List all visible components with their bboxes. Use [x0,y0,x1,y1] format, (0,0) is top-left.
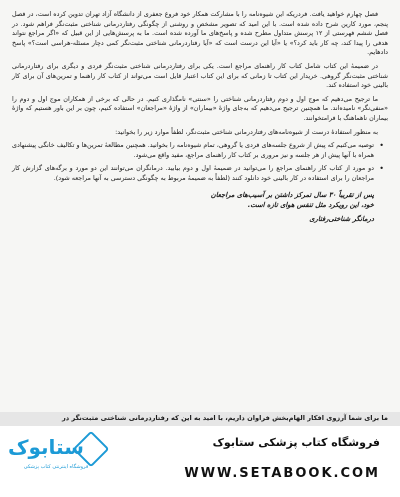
watermark-footer [0,426,400,497]
cut-off-text-line: ما برای شما آرزوی افکار الهام‌بخش فراوان داریم، با امید به این که رفتاردرمانی شناختی مثبت‌نگر در [0,412,400,426]
logo-tagline: فروشگاه اینترنتی کتاب پزشکی [23,464,89,470]
quote-signature: درمانگر شناختی‌رفتاری [309,214,374,223]
paragraph-3: ما ترجیح می‌دهیم که موج اول و دوم رفتاردرمانی شناختی را «سنتی» نامگذاری کنیم. در حالی که برخی از همکاران موج اول و دوم را «منفی‌نگر» نامیده‌اند. ما همچنین ترجیح می‌دهیم که به‌جای واژۀ «بیماران» از واژۀ «مراجعان» استفاده کنیم، چون بر این باور هستیم که واژۀ بیماران ناهماهنگ با فرامتخوانند. [12,94,388,122]
quote-line-1: پس از تقریباً ۳۰ سال تمرکز داشتن بر آسیب‌های مراجعان [210,190,374,199]
page-body [12,10,388,224]
setabook-logo [8,432,104,478]
list-item: • توصیه می‌کنیم که پیش از شروع جلسه‌های فردی یا گروهی، تمام شیوه‌نامه را بخوانید. همچنین مطالعۀ تمرین‌ها و تکالیف خانگی پیشنهادی همراه با آنها پیش از هر جلسه و نیز مروری بر کتاب کار راهنمای مراجع، مفید واقع می‌شود. [12,141,374,160]
paragraph-2: در ضمیمۀ این کتاب شامل کتاب کار راهنمای مراجع است. یکی برای رفتاردرمانی شناختی مثبت‌نگر فردی و دیگری برای رفتاردرمانی شناختی مثبت‌نگر گروهی. خریدار این کتاب تا زمانی که برای این کتاب اعتبار قایل است می‌تواند از کتاب کار راهنما و تمرین‌های آن برای کار بالینی خود استفاده کند. [12,61,388,90]
testimonial-quote [12,190,388,224]
list-item: • دو مورد از کتاب کار راهنمای مراجع را می‌توانید در ضمیمۀ اول و دوم بیابید. درمانگران می‌توانند این دو مورد و برگه‌های گزارش کار مراجعان را برای استفاده در کار بالینی خود دانلود کنند (لطفاً به ضمیمۀ مربوط به چگونگی دسترسی به آنها مراجعه شود). [12,164,374,183]
store-name: فروشگاه کتاب پزشکی ستابوک [212,436,380,449]
quote-line-2: خود، این رویکرد مثل تنفس هوای تازه است. [247,200,374,209]
paragraph-1: فصل چهارم خواهید یافت. فردریکه این شیوه‌نامه را با مشارکت همکار خود فروغ جعفری از دانشگاه آزاد تهران تدوین کرده است، در فصل پنجم، مورد کارین شرح داده شده است. با این امید که تصویر مشخص و روشنی از چگونگی رفتاردرمانی شناختی مثبت‌نگر فراهم شود. در فصل ششم فهرستی از ۱۲ پرسش متداول مطرح شده و پاسخ‌های ما آورده شده است. ما به پرسش‌هایی از این قبیل که «اگر مراجع نتواند هدفی را پیدا کند، چه کار باید کرد؟» یا «آیا این درست است که «آیا رفتاردرمانی شناختی مثبت‌نگر کمی دچار مسئله-هراسی است؟» پاسخ دادهایم. [12,10,388,57]
paragraph-4: به منظور استفادۀ درست از شیوه‌نامه‌های رفتاردرمانی شناختی مثبت‌نگر، لطفاً موارد زیر را بخوانید: [115,127,378,136]
instructions-list [12,141,388,183]
site-url[interactable]: WWW.SETABOOK.COM [184,466,380,481]
logo-wordmark: ستابوک [8,435,84,459]
